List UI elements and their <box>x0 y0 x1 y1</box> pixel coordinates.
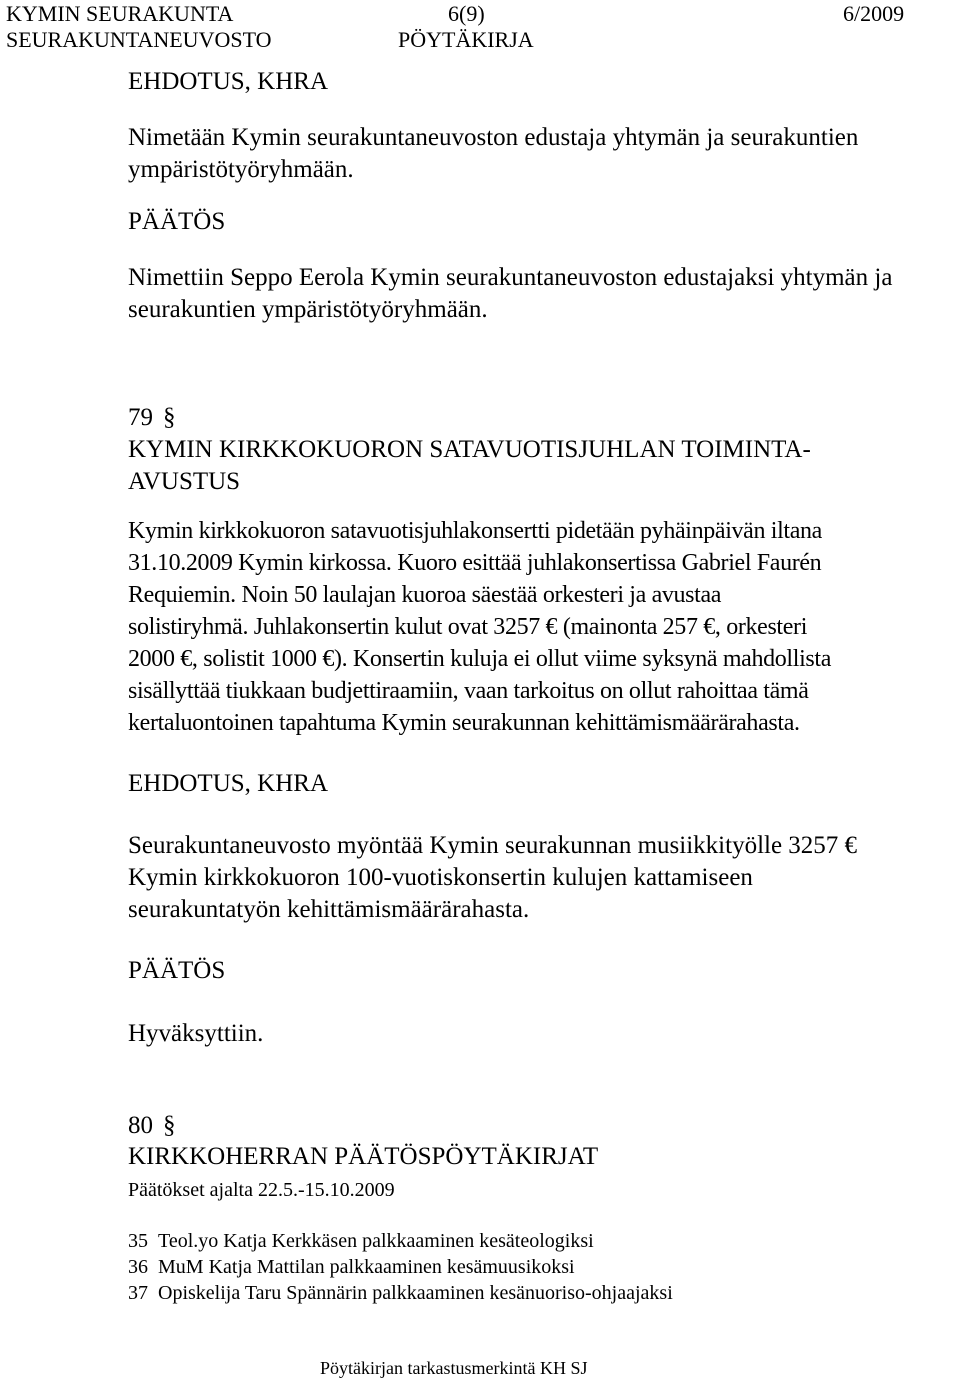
decision-text: Hyväksyttiin. <box>128 1020 264 1047</box>
org-name: KYMIN SEURAKUNTA <box>6 1 234 26</box>
decision-heading: PÄÄTÖS <box>128 957 226 984</box>
decision-description: Opiskelija Taru Spännärin palkkaaminen kesänuoriso-ohjaajaksi <box>158 1282 673 1304</box>
proposal-heading: EHDOTUS, KHRA <box>128 68 328 95</box>
decision-number: 37 <box>128 1282 148 1304</box>
decision-number: 36 <box>128 1256 148 1278</box>
text-line: seurakuntien ympäristötyöryhmään. <box>128 296 488 323</box>
inspection-footer <box>320 1357 587 1379</box>
proposal-text <box>128 122 858 186</box>
initials-2: SJ <box>570 1358 588 1378</box>
governing-body: SEURAKUNTANEUVOSTO <box>6 27 272 52</box>
document-type: PÖYTÄKIRJA <box>398 27 534 52</box>
proposal-text <box>128 830 857 926</box>
text-line: Requiemin. Noin 50 laulajan kuoroa säestää orkesteri ja avustaa <box>128 582 722 608</box>
initials-1: KH <box>539 1358 566 1378</box>
section-body <box>128 515 831 739</box>
title-line: KYMIN KIRKKOKUORON SATAVUOTISJUHLAN TOIMINTA- <box>128 436 811 463</box>
decision-list-item <box>128 1254 575 1280</box>
decision-description: Teol.yo Katja Kerkkäsen palkkaaminen kesäteologiksi <box>158 1230 594 1252</box>
section-sign: § <box>163 1112 176 1139</box>
decision-heading: PÄÄTÖS <box>128 208 226 235</box>
section-number <box>128 402 176 434</box>
page-number: 6(9) <box>448 1 485 26</box>
text-line: Nimetään Kymin seurakuntaneuvoston edustaja yhtymän ja seurakuntien <box>128 124 859 151</box>
text-line: 2000 €, solistit 1000 €). Konsertin kuluja ei ollut viime syksynä mahdollista <box>128 646 831 672</box>
text-line: seurakuntatyön kehittämismäärärahasta. <box>128 896 530 923</box>
section-title <box>128 434 811 498</box>
text-line: Kymin kirkkokuoron satavuotisjuhlakonsertti pidetään pyhäinpäivän iltana <box>128 518 822 544</box>
text-line: kertaluontoinen tapahtuma Kymin seurakunnan kehittämismäärärahasta. <box>128 710 800 736</box>
section-number-value: 80 <box>128 1112 153 1139</box>
section-title: KIRKKOHERRAN PÄÄTÖSPÖYTÄKIRJAT <box>128 1143 599 1170</box>
decision-list-item <box>128 1228 594 1254</box>
signature-label: Pöytäkirjan tarkastusmerkintä <box>320 1358 536 1378</box>
decision-text <box>128 262 892 326</box>
text-line: solistiryhmä. Juhlakonsertin kulut ovat 3257 € (mainonta 257 €, orkesteri <box>128 614 808 640</box>
text-line: Nimettiin Seppo Eerola Kymin seurakuntaneuvoston edustajaksi yhtymän ja <box>128 264 893 291</box>
decision-number: 35 <box>128 1230 148 1252</box>
decision-list-item <box>128 1280 673 1306</box>
text-line: Kymin kirkkokuoron 100-vuotiskonsertin kulujen kattamiseen <box>128 864 753 891</box>
decision-description: MuM Katja Mattilan palkkaaminen kesämuusikoksi <box>158 1256 575 1278</box>
issue-number: 6/2009 <box>843 1 905 26</box>
proposal-heading: EHDOTUS, KHRA <box>128 770 328 797</box>
text-line: sisällyttää tiukkaan budjettiraamiin, vaan tarkoitus on ollut rahoittaa tämä <box>128 678 809 704</box>
section-number <box>128 1110 176 1142</box>
section-sign: § <box>163 404 176 431</box>
text-line: 31.10.2009 Kymin kirkossa. Kuoro esittää juhlakonsertissa Gabriel Faurén <box>128 550 822 576</box>
section-number-value: 79 <box>128 404 153 431</box>
text-line: ympäristötyöryhmään. <box>128 156 354 183</box>
title-line: AVUSTUS <box>128 468 241 495</box>
section-subtitle: Päätökset ajalta 22.5.-15.10.2009 <box>128 1179 395 1201</box>
text-line: Seurakuntaneuvosto myöntää Kymin seurakunnan musiikkityölle 3257 € <box>128 832 858 859</box>
